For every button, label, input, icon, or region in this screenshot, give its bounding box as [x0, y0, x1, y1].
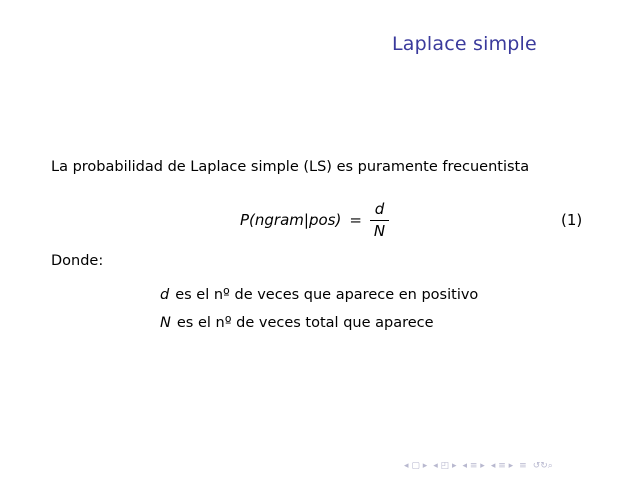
slide-title: Laplace simple — [392, 33, 537, 55]
equation-fraction — [370, 199, 389, 240]
intro-text: La probabilidad de Laplace simple (LS) es puramente frecuentista — [51, 159, 530, 175]
beamer-navigation — [404, 459, 553, 473]
definitions-list — [160, 281, 478, 337]
definition-n — [160, 309, 478, 337]
nav-frame-icon[interactable]: ◂ ◰ ▸ — [433, 460, 457, 471]
definition-text: es el nº de veces que aparece en positivo — [175, 287, 479, 303]
nav-align-icon[interactable]: ≡ — [519, 460, 527, 471]
equation-lhs-symbol: P — [240, 211, 250, 229]
nav-subsection-icon[interactable]: ◂ ≡ ▸ — [490, 460, 514, 471]
donde-label: Donde: — [51, 253, 104, 269]
definition-symbol: N — [160, 315, 171, 331]
definition-d — [160, 281, 478, 309]
nav-search-icon[interactable]: ↺↻⌕ — [532, 460, 553, 471]
nav-section-icon[interactable]: ◂ ≡ ▸ — [462, 460, 485, 471]
nav-prev-icon[interactable]: ◂ ▢ ▸ — [404, 460, 428, 471]
definition-text: es el nº de veces total que aparece — [176, 315, 434, 331]
equation-lhs — [240, 211, 341, 229]
equation-denominator: N — [373, 221, 386, 240]
equation-equals: = — [349, 211, 362, 229]
equation — [240, 196, 389, 244]
definition-symbol: d — [160, 287, 170, 303]
equation-number: (1) — [561, 211, 583, 229]
equation-lhs-args: (ngram|pos) — [249, 211, 342, 229]
equation-numerator: d — [374, 199, 385, 218]
